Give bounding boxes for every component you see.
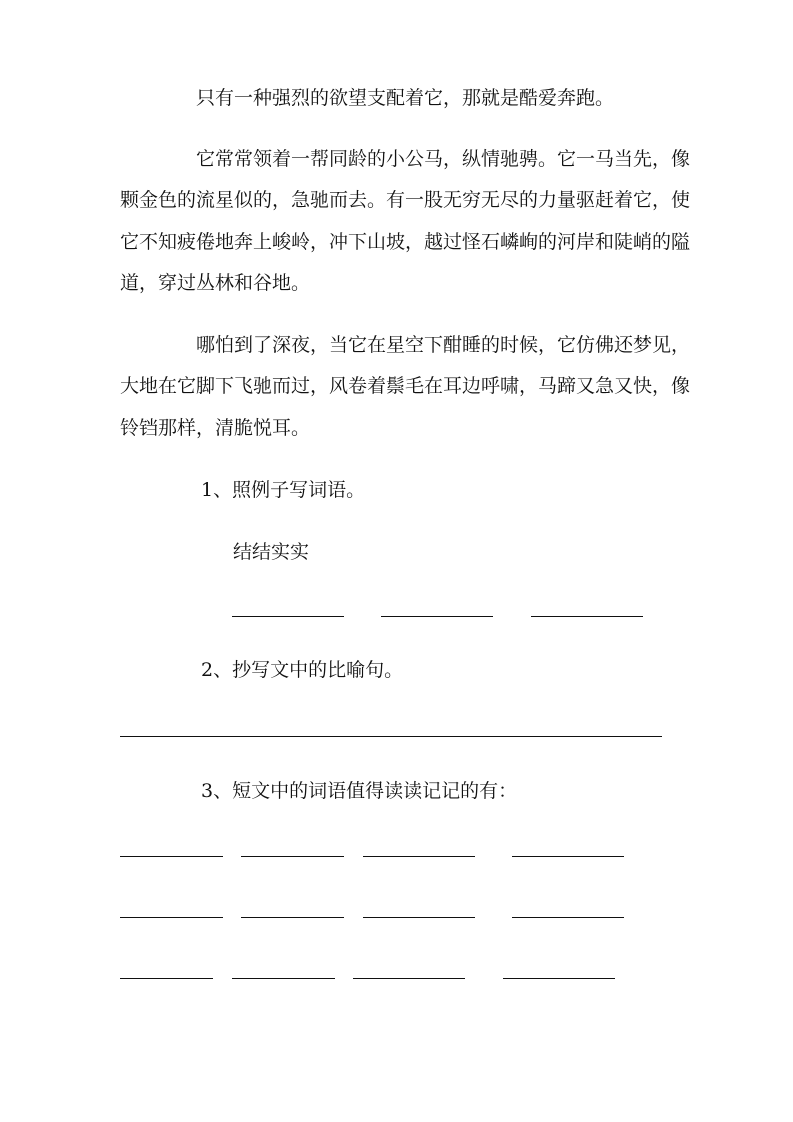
answer-blank[interactable] bbox=[241, 856, 344, 857]
passage-line: 只有一种强烈的欲望支配着它，那就是酷爱奔跑。 bbox=[196, 87, 615, 109]
question-1: 1、照例子写词语。 bbox=[201, 479, 366, 501]
passage-line: 道，穿过丛林和谷地。 bbox=[120, 272, 311, 294]
answer-blank[interactable] bbox=[512, 917, 624, 918]
answer-blank[interactable] bbox=[381, 616, 493, 617]
answer-blank[interactable] bbox=[363, 856, 475, 857]
answer-blank[interactable] bbox=[241, 917, 344, 918]
answer-blank[interactable] bbox=[120, 736, 662, 737]
passage-line: 哪怕到了深夜，当它在星空下酣睡的时候，它仿佛还梦见， bbox=[196, 334, 691, 356]
answer-blank[interactable] bbox=[531, 616, 643, 617]
answer-blank[interactable] bbox=[353, 978, 465, 979]
passage-line: 铃铛那样，清脆悦耳。 bbox=[120, 417, 311, 439]
passage-line: 颗金色的流星似的，急驰而去。有一股无穷无尽的力量驱赶着它，使 bbox=[120, 189, 691, 211]
answer-blank[interactable] bbox=[363, 917, 475, 918]
passage-line: 它不知疲倦地奔上峻岭，冲下山坡，越过怪石嶙峋的河岸和陡峭的隘 bbox=[120, 231, 691, 253]
passage-line: 它常常领着一帮同龄的小公马，纵情驰骋。它一马当先，像 bbox=[196, 148, 691, 170]
example-word: 结结实实 bbox=[233, 541, 310, 563]
answer-blank[interactable] bbox=[120, 856, 223, 857]
answer-blank[interactable] bbox=[503, 978, 615, 979]
answer-blank[interactable] bbox=[120, 978, 213, 979]
question-3: 3、短文中的词语值得读读记记的有： bbox=[201, 780, 518, 802]
answer-blank[interactable] bbox=[232, 978, 335, 979]
answer-blank[interactable] bbox=[120, 917, 223, 918]
answer-blank[interactable] bbox=[232, 616, 344, 617]
question-2: 2、抄写文中的比喻句。 bbox=[201, 659, 404, 681]
answer-blank[interactable] bbox=[512, 856, 624, 857]
passage-line: 大地在它脚下飞驰而过，风卷着鬃毛在耳边呼啸，马蹄又急又快，像 bbox=[120, 375, 691, 397]
